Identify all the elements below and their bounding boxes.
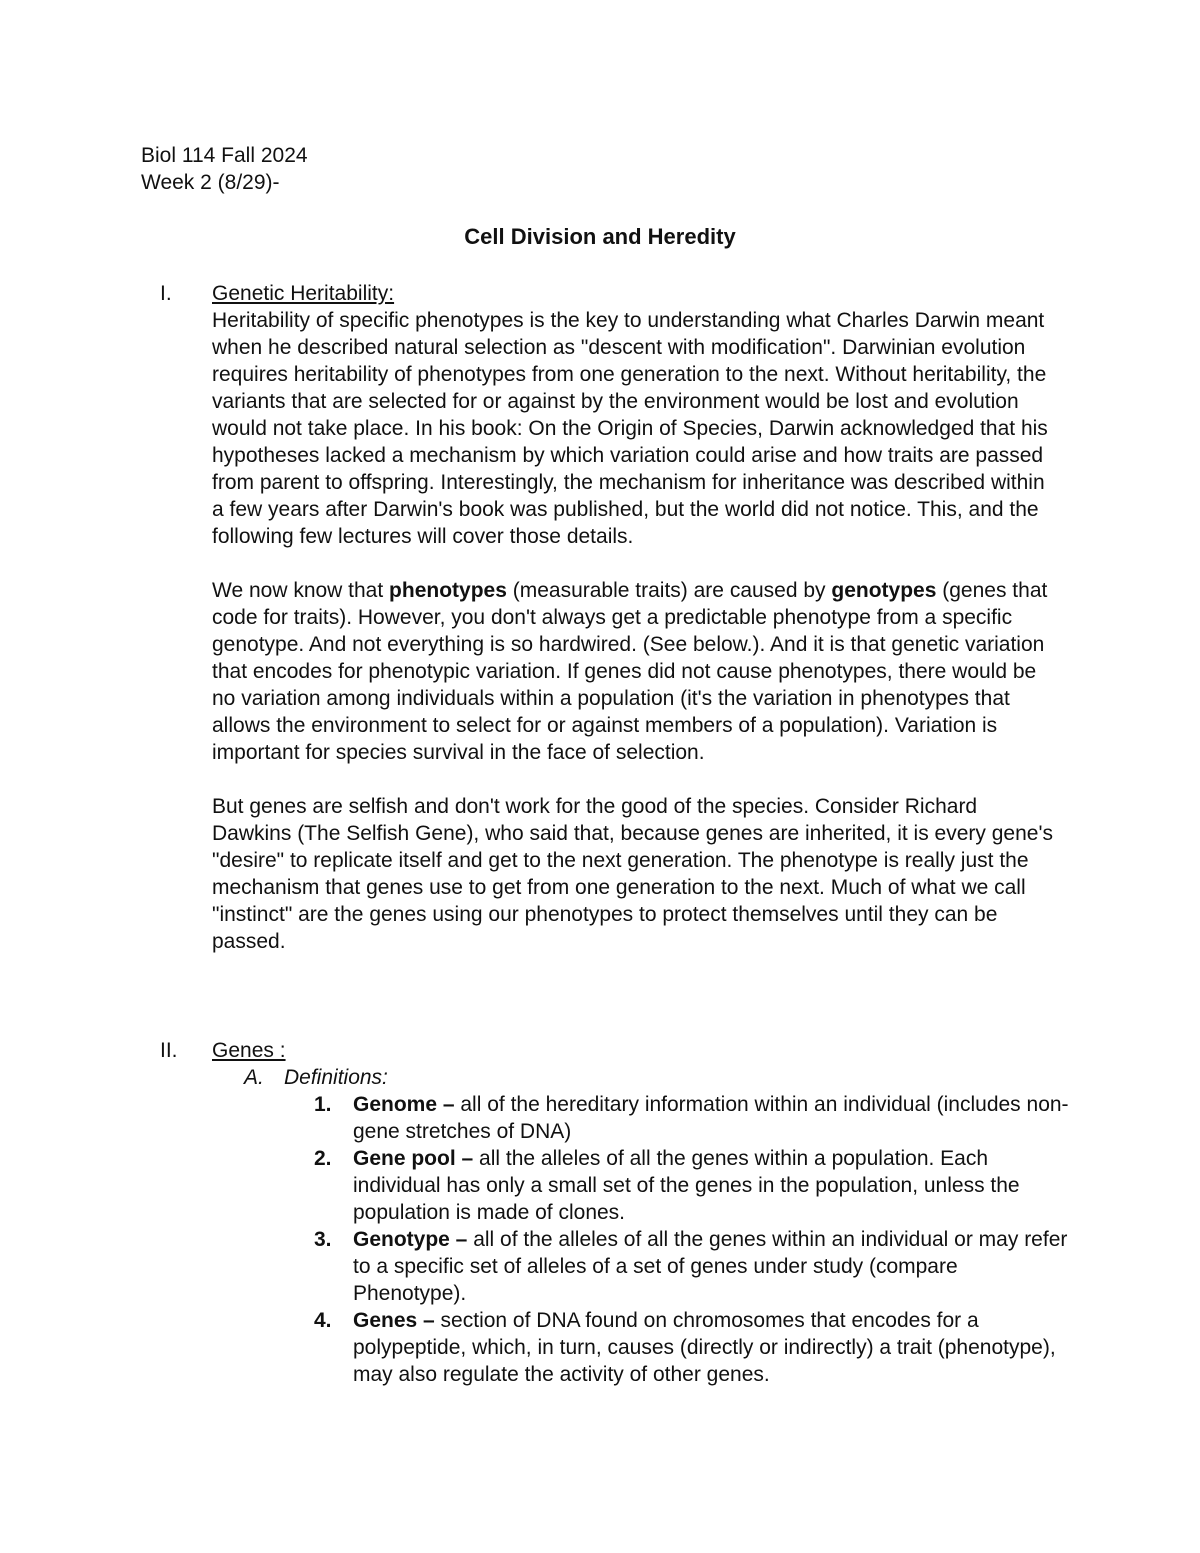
section-heading: Genes : (212, 1039, 286, 1062)
definition-term: Gene pool – (353, 1147, 474, 1170)
definition-text (353, 1307, 1073, 1388)
section-body (212, 1037, 1060, 1064)
definition-term: Genome – (353, 1093, 455, 1116)
definition-body: all the alleles of all the genes within a population. Each individual has only a small set of the genes in the population, unless the population is made of clones. (353, 1147, 1020, 1224)
definition-number: 1. (314, 1093, 332, 1116)
definition-body: all of the hereditary information within an individual (includes non-gene stretches of DNA) (353, 1093, 1069, 1143)
section-body (212, 280, 1060, 955)
definition-body: all of the alleles of all the genes within an individual or may refer to a specific set of alleles of a set of genes under study (compare Phenotype). (353, 1228, 1068, 1305)
term-genotypes: genotypes (831, 579, 937, 602)
subsection-heading: Definitions: (284, 1066, 388, 1089)
course-line: Biol 114 Fall 2024 (141, 144, 308, 167)
definition-body: section of DNA found on chromosomes that encodes for a polypeptide, which, in turn, causes (directly or indirectly) a trait (phenotype), may also regulate the activity of other genes. (353, 1309, 1056, 1386)
definition-text (353, 1226, 1073, 1307)
text-run: (measurable traits) are caused by (506, 579, 832, 602)
page-title: Cell Division and Heredity (464, 224, 736, 249)
section-heading: Genetic Heritability: (212, 282, 395, 305)
term-phenotypes: phenotypes (389, 579, 507, 602)
definition-term: Genotype – (353, 1228, 468, 1251)
paragraph-selfish-gene: But genes are selfish and don't work for the good of the species. Consider Richard Dawkins (The Selfish Gene), who said that, because genes are inherited, it is every gene's "desire" to replicate itself and get to the next generation. The phenotype is really just the mechanism that genes use to get from one generation to the next. Much of what we call "instinct" are the genes using our phenotypes to protect themselves until they can be passed. (212, 795, 1053, 953)
paragraph-phenotypes (212, 577, 1060, 766)
definition-text (353, 1145, 1073, 1226)
definition-number: 4. (314, 1309, 332, 1332)
document-header (141, 142, 308, 196)
section-numeral: I. (160, 282, 172, 305)
subsection-letter: A. (244, 1066, 264, 1089)
week-line: Week 2 (8/29)- (141, 171, 280, 194)
definition-text (353, 1091, 1073, 1145)
text-run: (genes that code for traits). However, you don't always get a predictable phenotype from a specific genotype. And not everything is so hardwired. (See below.). And it is that genetic variation that encodes for phenotypic variation. If genes did not cause phenotypes, there would be no variation among individuals within a population (it's the variation in phenotypes that allows the environment to select for or against members of a population). Variation is important for species survival in the face of selection. (212, 579, 1048, 764)
definition-term: Genes – (353, 1309, 435, 1332)
text-run: We now know that (212, 579, 390, 602)
paragraph-heritability: Heritability of specific phenotypes is the key to understanding what Charles Darwin meant when he described natural selection as "descent with modification". Darwinian evolution requires heritability of phenotypes from one generation to the next. Without heritability, the variants that are selected for or against by the environment would be lost and evolution would not take place. In his book: On the Origin of Species, Darwin acknowledged that his hypotheses lacked a mechanism by which variation could arise and how traits are passed from parent to offspring. Interestingly, the mechanism for inheritance was described within a few years after Darwin's book was published, but the world did not notice. This, and the following few lectures will cover those details. (212, 309, 1048, 548)
definition-number: 3. (314, 1228, 332, 1251)
section-numeral: II. (160, 1039, 178, 1062)
definition-number: 2. (314, 1147, 332, 1170)
subsection-definitions (244, 1064, 388, 1091)
